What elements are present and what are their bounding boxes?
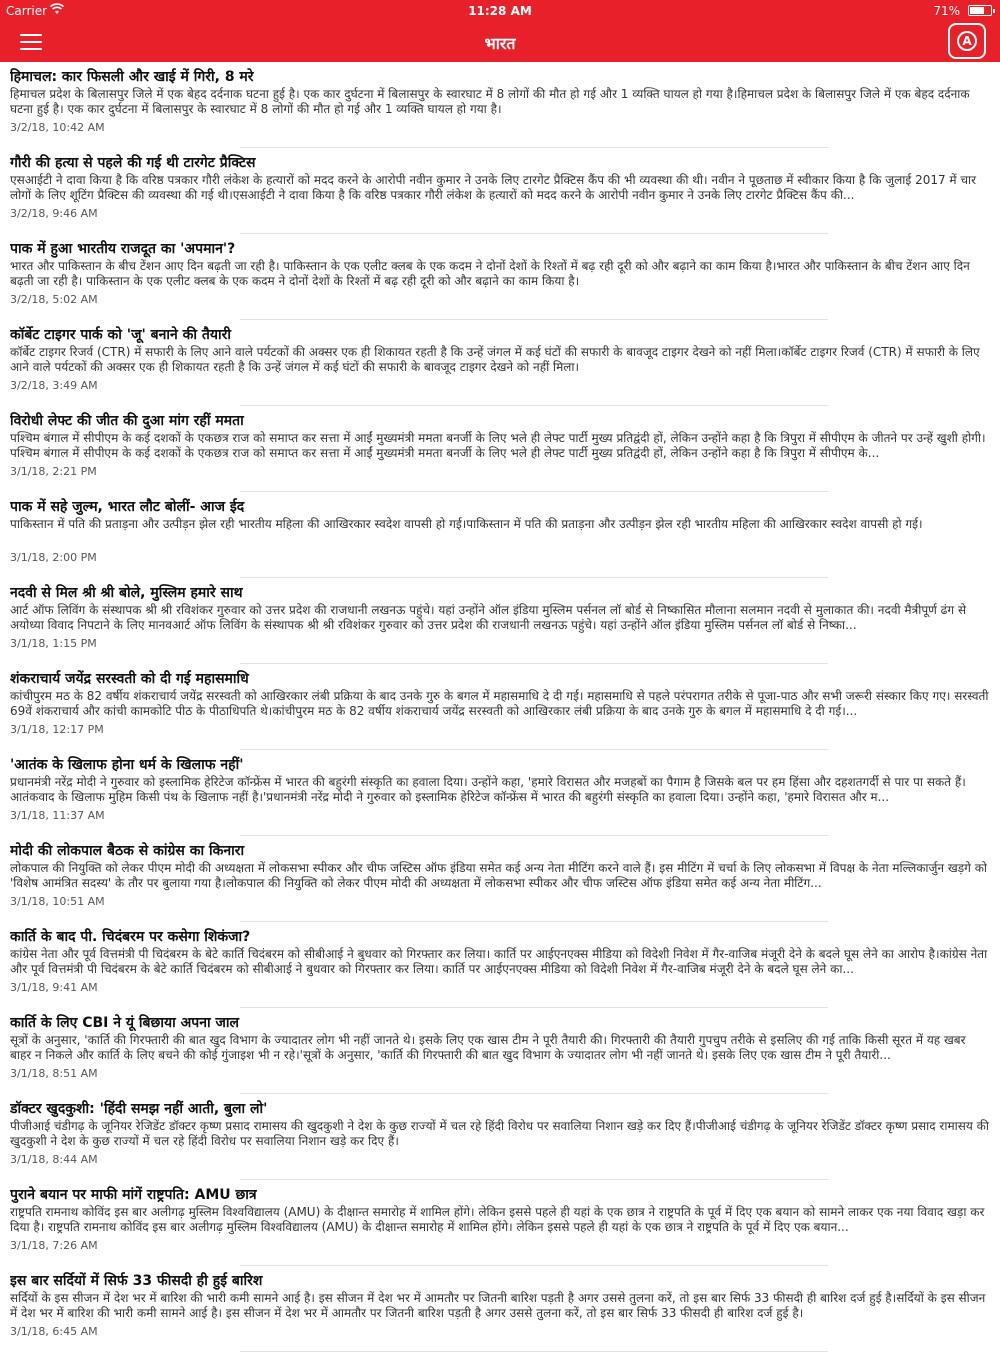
article-summary: आर्ट ऑफ लिविंग के संस्थापक श्री श्री रविशंकर गुरुवार को उत्तर प्रदेश की राजधानी लखनऊ पहुंचे। यहां उन्होंने ऑल इंडिया मुस्लिम पर्सनल लॉ बोर्ड से निष्कासित मौलाना सलमान नदवी से मुलाकात की। नदवी मैत्रीपूर्ण ढंग से अयोध्या विवाद निपटाने के लिए मानवआर्ट ऑफ लिविंग के संस्थापक श्री श्री रविशंकर गुरुवार को उत्तर प्रदेश की राजधानी लखनऊ पहुंचे। यहां उन्होंने ऑल इंडिया मुस्लिम पर्सनल लॉ बोर्ड से निष्का... xyxy=(10,603,967,632)
battery-icon xyxy=(968,5,992,16)
list-item[interactable] xyxy=(0,320,1000,406)
article-timestamp: 3/1/18, 6:45 AM xyxy=(10,1325,98,1338)
battery-percentage: 71% xyxy=(933,4,960,18)
list-item[interactable] xyxy=(0,664,1000,750)
article-timestamp: 3/1/18, 8:51 AM xyxy=(10,1067,98,1080)
article-title: डॉक्टर खुदकुशी: 'हिंदी समझ नहीं आती, बुला लो' xyxy=(10,1101,268,1117)
list-item[interactable] xyxy=(0,406,1000,492)
article-timestamp: 3/1/18, 11:37 AM xyxy=(10,809,105,822)
list-item[interactable] xyxy=(0,62,1000,148)
article-timestamp: 3/2/18, 10:42 AM xyxy=(10,121,105,134)
article-timestamp: 3/1/18, 10:51 AM xyxy=(10,895,105,908)
list-item[interactable] xyxy=(0,578,1000,664)
article-title: कार्ति के लिए CBI ने यूं बिछाया अपना जाल xyxy=(10,1015,239,1031)
article-timestamp: 3/1/18, 1:15 PM xyxy=(10,637,97,650)
article-title: इस बार सर्दियों में सिर्फ 33 फीसदी ही हुई बारिश xyxy=(10,1273,263,1289)
list-item[interactable] xyxy=(0,922,1000,1008)
article-title: पाक में हुआ भारतीय राजदूत का 'अपमान'? xyxy=(10,241,236,257)
article-timestamp: 3/2/18, 9:46 AM xyxy=(10,207,98,220)
nav-bar xyxy=(0,22,1000,62)
article-timestamp: 3/1/18, 9:41 AM xyxy=(10,981,98,994)
list-item[interactable] xyxy=(0,1266,1000,1352)
clock: 11:28 AM xyxy=(468,4,532,18)
article-timestamp: 3/1/18, 7:26 AM xyxy=(10,1239,98,1252)
list-item[interactable] xyxy=(0,148,1000,234)
list-item[interactable] xyxy=(0,1180,1000,1266)
article-summary: पाकिस्तान में पति की प्रताड़ना और उत्पीड़न झेल रही भारतीय महिला की आखिरकार स्वदेश वापसी हो गई।पाकिस्तान में पति की प्रताड़ना और उत्पीड़न झेल रही भारतीय महिला की आखिरकार स्वदेश वापसी हो गई। xyxy=(10,517,923,531)
page-title: भारत xyxy=(484,34,516,53)
list-item[interactable] xyxy=(0,1094,1000,1180)
article-summary: प्रधानमंत्री नरेंद्र मोदी ने गुरुवार को इस्लामिक हेरिटेज कॉन्फ्रेंस में भारत की बहुरंगी संस्कृति का हवाला दिया। उन्होंने कहा, 'हमारे विरासत और मजहबों का पैगाम है जिसके बल पर हम हिंसा और दहशतगर्दी से पार पा सकते हैं। आतंकवाद के खिलाफ मुहिम किसी पंथ के खिलाफ नहीं है।'प्रधानमंत्री नरेंद्र मोदी ने गुरुवार को इस्लामिक हेरिटेज कॉन्फ्रेंस में भारत की बहुरंगी संस्कृति का हवाला दिया। उन्होंने कहा, 'हमारे विरासत और म... xyxy=(10,775,966,804)
article-title: कॉर्बेट टाइगर पार्क को 'जू' बनाने की तैयारी xyxy=(10,327,231,343)
article-timestamp: 3/1/18, 8:44 AM xyxy=(10,1153,98,1166)
article-summary: कॉर्बेट टाइगर रिजर्व (CTR) में सफारी के लिए आने वाले पर्यटकों की अक्सर एक ही शिकायत रहती है कि उन्हें जंगल में कई घंटों की सफारी के बावजूद टाइगर देखने को नहीं मिला।कॉर्बेट टाइगर रिजर्व (CTR) में सफारी के लिए आने वाले पर्यटकों की अक्सर एक ही शिकायत रहती है कि उन्हें जंगल में कई घंटों की सफारी के बावजूद टाइगर देखने को नहीं मिला। xyxy=(10,345,980,374)
article-title: गौरी की हत्या से पहले की गई थी टारगेट प्रैक्टिस xyxy=(10,155,256,171)
article-title: विरोधी लेफ्ट की जीत की दुआ मांग रहीं ममता xyxy=(10,413,244,429)
article-summary: कांग्रेस नेता और पूर्व वित्तमंत्री पी चिदंबरम के बेटे कार्ति चिदंबरम को सीबीआई ने बुधवार को गिरफ्तार कर लिया। कार्ति पर आईएनएक्स मीडिया को विदेशी निवेश में गैर-वाजिब मंजूरी देने के बदले घूस लेने का आरोप है।कांग्रेस नेता और पूर्व वित्तमंत्री पी चिदंबरम के बेटे कार्ति चिदंबरम को सीबीआई ने बुधवार को गिरफ्तार कर लिया। कार्ति पर आईएनएक्स मीडिया को विदेशी निवेश में गैर-वाजिब मंजूरी देने के बदले घूस लेने का... xyxy=(10,947,988,976)
article-summary: सूत्रों के अनुसार, 'कार्ति की गिरफ्तारी की बात खुद विभाग के ज्यादातर लोग भी नहीं जानते थे। इसके लिए एक खास टीम ने पूरी तैयारी की। गिरफ्तारी की तैयारी गुपचुप तरीके से इसलिए की गई ताकि किसी सूरत में यह खबर बाहर न निकले और कार्ति के लिए बचने की कोई गुंजाइश भी न रहे।'सूत्रों के अनुसार, 'कार्ति की गिरफ्तारी की बात खुद विभाग के ज्यादातर लोग भी नहीं जानते थे। इसके लिए एक खास टीम ने पूरी तैयारी... xyxy=(10,1033,966,1062)
article-title: पुराने बयान पर माफी मांगें राष्ट्रपति: AMU छात्र xyxy=(10,1187,257,1203)
article-summary: लोकपाल की नियुक्ति को लेकर पीएम मोदी की अध्यक्षता में लोकसभा स्पीकर और चीफ जस्टिस ऑफ इंडिया समेत कई अन्य नेता मीटिंग करने वाले हैं। इस मीटिंग में चर्चा के लिए लोकसभा में विपक्ष के नेता मल्लिकार्जुन खड़गे को 'विशेष आमंत्रित सदस्य' के तौर पर बुलाया गया है।लोकपाल की नियुक्ति को लेकर पीएम मोदी की अध्यक्षता में लोकसभा स्पीकर और चीफ जस्टिस ऑफ इंडिया समेत कई अन्य नेता मीटिंग... xyxy=(10,861,988,890)
article-timestamp: 3/2/18, 3:49 AM xyxy=(10,379,98,392)
list-item[interactable] xyxy=(0,234,1000,320)
article-summary: भारत और पाकिस्तान के बीच टेंशन आए दिन बढ़ती जा रही है। पाकिस्तान के एक एलीट क्लब के एक कदम ने दोनों देशों के रिश्तों में बढ़ रही दूरी को और बढ़ाने का काम किया है।भारत और पाकिस्तान के बीच टेंशन आए दिन बढ़ती जा रही है। पाकिस्तान के एक एलीट क्लब के एक कदम ने दोनों देशों के रिश्तों में बढ़ रही दूरी को और बढ़ाने का काम किया है। xyxy=(10,259,970,288)
article-title: पाक में सहे जुल्म, भारत लौट बोलीं- आज ईद xyxy=(10,499,245,515)
article-title: मोदी की लोकपाल बैठक से कांग्रेस का किनारा xyxy=(10,843,245,859)
article-title: कार्ति के बाद पी. चिदंबरम पर कसेगा शिकंजा? xyxy=(10,929,251,945)
article-summary: पीजीआई चंडीगढ़ के जूनियर रेजिडेंट डॉक्टर कृष्ण प्रसाद रामासय की खुदकुशी ने देश के कुछ राज्यों में चल रहे हिंदी विरोध पर सवालिया निशान खड़े कर दिए हैं।पीजीआई चंडीगढ़ के जूनियर रेजिडेंट डॉक्टर कृष्ण प्रसाद रामासय की खुदकुशी ने देश के कुछ राज्यों में चल रहे हिंदी विरोध पर सवालिया निशान खड़े कर दिए हैं। xyxy=(10,1119,989,1148)
article-timestamp: 3/1/18, 12:17 PM xyxy=(10,723,104,736)
article-timestamp: 3/2/18, 5:02 AM xyxy=(10,293,98,306)
battery-fill xyxy=(970,7,984,14)
article-title: शंकराचार्य जयेंद्र सरस्वती को दी गई महासमाधि xyxy=(10,671,249,687)
article-summary: सर्दियों के इस सीजन में देश भर में बारिश की भारी कमी सामने आई है। इस सीजन में देश भर में आमतौर पर जितनी बारिश पड़ती है अगर उससे तुलना करें, तो इस बार सिर्फ 33 फीसदी ही बारिश दर्ज हुई है।सर्दियों के इस सीजन में देश भर में बारिश की भारी कमी सामने आई है। इस सीजन में देश भर में आमतौर पर जितनी बारिश पड़ती है अगर उससे तुलना करें, तो इस बार सिर्फ 33 फीसदी ही बारिश दर्ज हुई है। xyxy=(10,1291,986,1320)
list-item[interactable] xyxy=(0,492,1000,578)
list-item[interactable] xyxy=(0,836,1000,922)
app-store-icon[interactable]: A xyxy=(948,23,986,59)
article-summary: एसआईटी ने दावा किया है कि वरिष्ठ पत्रकार गौरी लंकेश के हत्यारों को मदद करने के आरोपी नवीन कुमार ने उनके लिए टारगेट प्रैक्टिस कैंप की भी व्यवस्था की थी। नवीन ने पूछताछ में स्वीकार किया है कि जुलाई 2017 में चार लोगों के लिए शूटिंग प्रैक्टिस की व्यवस्था की गई थी।एसआईटी ने दावा किया है कि वरिष्ठ पत्रकार गौरी लंकेश के हत्यारों को मदद करने के आरोपी नवीन कुमार ने उनके लिए टारगेट प्रैक्टिस कैंप की... xyxy=(10,173,977,202)
article-title: नदवी से मिल श्री श्री बोले, मुस्लिम हमारे साथ xyxy=(10,585,243,601)
list-item[interactable] xyxy=(0,1008,1000,1094)
news-list xyxy=(0,62,1000,1352)
article-summary: राष्ट्रपति रामनाथ कोविंद इस बार अलीगढ़ मुस्लिम विश्वविद्यालय (AMU) के दीक्षान्त समारोह में शामिल होंगे। लेकिन इससे पहले ही यहां के एक छात्र ने राष्ट्रपति के पूर्व में दिए एक बयान को सामने लाकर एक नया विवाद खड़ा कर दिया है। राष्ट्रपति रामनाथ कोविंद इस बार अलीगढ़ मुस्लिम विश्वविद्यालय (AMU) के दीक्षान्त समारोह में शामिल होंगे। लेकिन इससे पहले ही यहां के एक छात्र ने राष्ट्रपति के पूर्व में दिए एक बयान... xyxy=(10,1205,985,1234)
article-title: 'आतंक के खिलाफ होना धर्म के खिलाफ नहीं' xyxy=(10,757,244,773)
article-timestamp: 3/1/18, 2:21 PM xyxy=(10,465,97,478)
article-timestamp: 3/1/18, 2:00 PM xyxy=(10,551,97,564)
article-title: हिमाचल: कार फिसली और खाई में गिरी, 8 मरे xyxy=(10,69,254,85)
status-bar xyxy=(0,0,1000,22)
article-summary: हिमाचल प्रदेश के बिलासपुर जिले में एक बेहद दर्दनाक घटना हुई है। एक कार दुर्घटना में बिलासपुर के स्वारघाट में 8 लोगों की मौत हो गई और 1 व्यक्ति घायल हो गया है।हिमाचल प्रदेश के बिलासपुर जिले में एक बेहद दर्दनाक घटना हुई है। एक कार दुर्घटना में बिलासपुर के स्वारघाट में 8 लोगों की मौत हो गई और 1 व्यक्ति घायल हो गया है। xyxy=(10,87,970,116)
article-summary: कांचीपुरम मठ के 82 वर्षीय शंकराचार्य जयेंद्र सरस्वती को आखिरकार लंबी प्रक्रिया के बाद उनके गुरु के बगल में महासमाधि दे दी गई। महासमाधि से पहले परंपरागत तरीके से पूजा-पाठ और सभी जरूरी संस्कार किए गए। सरस्वती 69वें शंकराचार्य और कांची कामकोटि पीठ के पीठाधिपति थे।कांचीपुरम मठ के 82 वर्षीय शंकराचार्य जयेंद्र सरस्वती को आखिरकार लंबी प्रक्रिया के बाद उनके गुरु के बगल में महासमाधि दे दी गई।... xyxy=(10,689,989,718)
article-summary: पश्चिम बंगाल में सीपीएम के कई दशकों के एकछत्र राज को समाप्त कर सत्ता में आईं मुख्यमंत्री ममता बनर्जी के लिए भले ही लेफ्ट पार्टी मुख्य प्रतिद्वंदी हों, लेकिन उन्होंने कहा है कि त्रिपुरा में सीपीएम के जीतने पर उन्हें खुशी होगी। पश्चिम बंगाल में सीपीएम के कई दशकों के एकछत्र राज को समाप्त कर सत्ता में आईं मुख्यमंत्री ममता बनर्जी के लिए भले ही लेफ्ट पार्टी मुख्य प्रतिद्वंदी हों, लेकिन उन्होंने कहा है कि त्रिपुरा में सीपीएम के... xyxy=(10,431,986,460)
list-item[interactable] xyxy=(0,750,1000,836)
carrier-label: Carrier xyxy=(6,4,48,18)
